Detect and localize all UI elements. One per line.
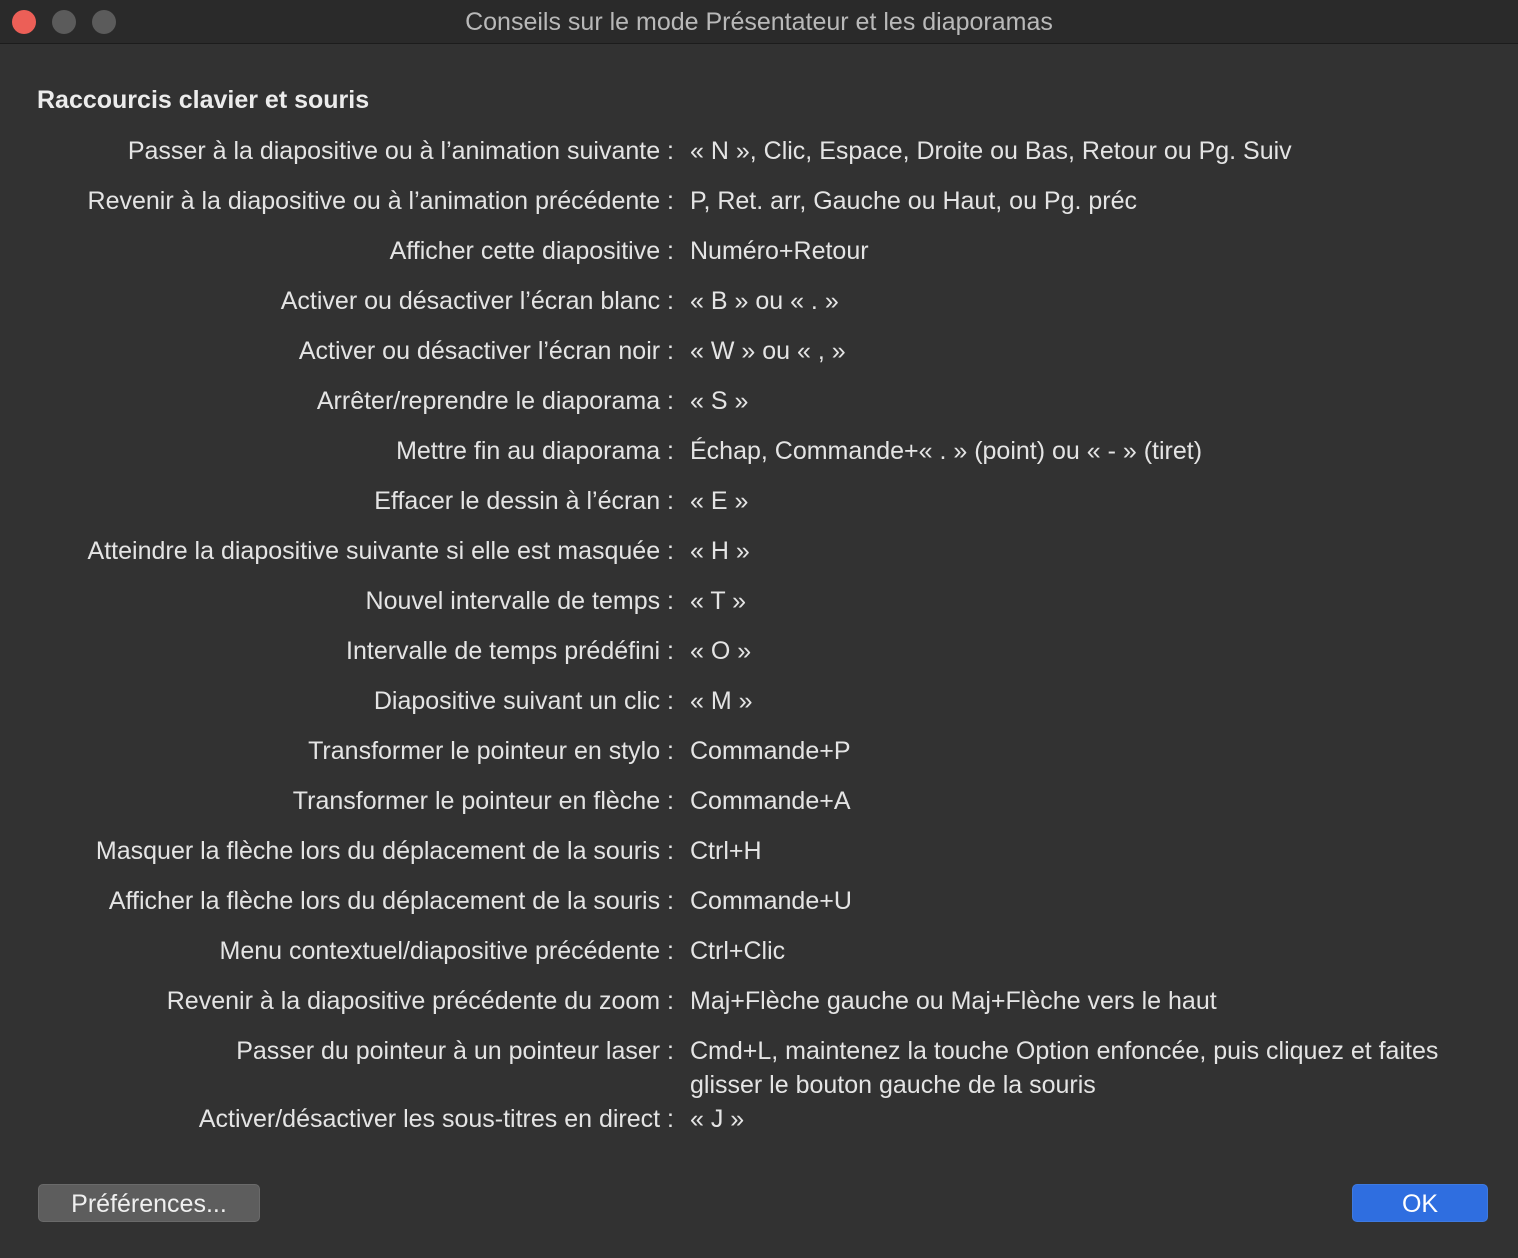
shortcut-action-label: Activer/désactiver les sous-titres en direct :	[198, 1105, 674, 1133]
shortcut-keys-value: « N », Clic, Espace, Droite ou Bas, Retour ou Pg. Suiv	[690, 137, 1292, 165]
shortcut-row	[0, 884, 1518, 934]
shortcut-action-label: Masquer la flèche lors du déplacement de la souris :	[95, 837, 674, 865]
shortcut-action-label: Effacer le dessin à l’écran :	[374, 487, 674, 515]
shortcut-row	[0, 534, 1518, 584]
shortcut-action-label: Nouvel intervalle de temps :	[365, 587, 674, 615]
shortcut-action-label: Revenir à la diapositive ou à l’animation précédente :	[87, 187, 674, 215]
shortcut-keys-value: « E »	[690, 487, 749, 515]
shortcut-keys-value: « B » ou « . »	[690, 287, 839, 315]
shortcut-action-label: Afficher cette diapositive :	[389, 237, 674, 265]
shortcut-keys-value: Commande+P	[690, 737, 851, 765]
shortcut-action-label: Menu contextuel/diapositive précédente :	[219, 937, 674, 965]
shortcut-action-label: Diapositive suivant un clic :	[373, 687, 674, 715]
section-title: Raccourcis clavier et souris	[37, 86, 370, 114]
shortcut-row	[0, 484, 1518, 534]
shortcut-keys-value: « M »	[690, 687, 753, 715]
shortcut-action-label: Activer ou désactiver l’écran noir :	[298, 337, 674, 365]
shortcut-keys-value: Numéro+Retour	[690, 237, 869, 265]
shortcut-row	[0, 734, 1518, 784]
shortcut-row	[0, 334, 1518, 384]
shortcut-row	[0, 134, 1518, 184]
shortcut-action-label: Intervalle de temps prédéfini :	[346, 637, 674, 665]
shortcut-action-label: Transformer le pointeur en stylo :	[308, 737, 674, 765]
preferences-button[interactable]: Préférences...	[38, 1184, 260, 1222]
shortcut-keys-value: « T »	[690, 587, 747, 615]
shortcut-row	[0, 1102, 1518, 1152]
shortcut-action-label: Transformer le pointeur en flèche :	[292, 787, 674, 815]
shortcut-action-label: Mettre fin au diaporama :	[396, 437, 674, 465]
shortcut-action-label: Passer à la diapositive ou à l’animation suivante :	[127, 137, 674, 165]
shortcut-row	[0, 284, 1518, 334]
shortcut-list	[0, 134, 1518, 1152]
shortcut-keys-value: Ctrl+H	[690, 837, 762, 865]
title-bar	[0, 0, 1518, 44]
shortcut-action-label: Atteindre la diapositive suivante si elle est masquée :	[87, 537, 674, 565]
shortcut-row	[0, 834, 1518, 884]
shortcut-row	[0, 584, 1518, 634]
shortcut-action-label: Activer ou désactiver l’écran blanc :	[280, 287, 674, 315]
shortcut-row	[0, 1034, 1518, 1102]
shortcut-keys-value: Commande+U	[690, 887, 852, 915]
shortcut-keys-value: Commande+A	[690, 787, 851, 815]
shortcut-keys-value: Ctrl+Clic	[690, 937, 786, 965]
shortcut-action-label: Passer du pointeur à un pointeur laser :	[236, 1037, 674, 1065]
shortcut-row	[0, 184, 1518, 234]
shortcut-keys-value: P, Ret. arr, Gauche ou Haut, ou Pg. préc	[690, 187, 1138, 215]
shortcut-row	[0, 234, 1518, 284]
shortcut-row	[0, 784, 1518, 834]
shortcut-action-label: Revenir à la diapositive précédente du zoom :	[166, 987, 674, 1015]
shortcut-action-label: Afficher la flèche lors du déplacement de la souris :	[108, 887, 674, 915]
shortcut-action-label: Arrêter/reprendre le diaporama :	[316, 387, 674, 415]
shortcut-keys-value: « O »	[690, 637, 752, 665]
shortcut-row	[0, 934, 1518, 984]
shortcut-row	[0, 684, 1518, 734]
shortcut-row	[0, 384, 1518, 434]
shortcut-row	[0, 984, 1518, 1034]
shortcut-row	[0, 634, 1518, 684]
shortcut-keys-value: Échap, Commande+« . » (point) ou « - » (tiret)	[690, 437, 1203, 465]
shortcut-keys-value: « S »	[690, 387, 749, 415]
shortcut-keys-value: Cmd+L, maintenez la touche Option enfoncée, puis cliquez et faites glisser le bouton gauche de la souris	[690, 1037, 1439, 1099]
shortcut-keys-value: Maj+Flèche gauche ou Maj+Flèche vers le haut	[690, 987, 1217, 1015]
shortcut-keys-value: « W » ou « , »	[690, 337, 846, 365]
shortcut-keys-value: « H »	[690, 537, 750, 565]
shortcut-row	[0, 434, 1518, 484]
ok-button[interactable]: OK	[1352, 1184, 1488, 1222]
shortcut-keys-value: « J »	[690, 1105, 745, 1133]
window-title: Conseils sur le mode Présentateur et les diaporamas	[465, 8, 1053, 36]
